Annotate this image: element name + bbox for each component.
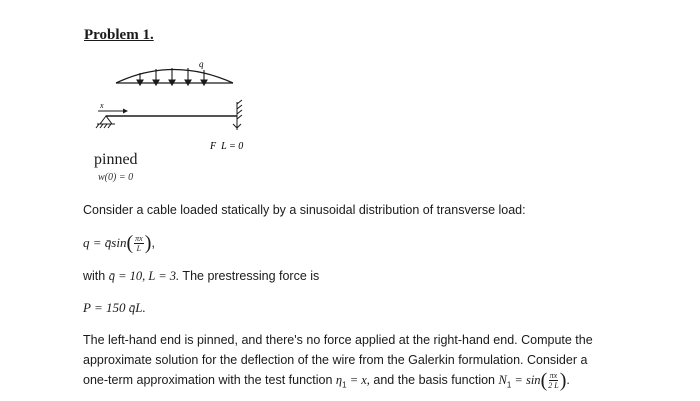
problem-title: Problem 1.: [84, 27, 154, 43]
right-end-support: [233, 100, 242, 130]
load-label: q: [199, 59, 204, 69]
final-paragraph: The left-hand end is pinned, and there's no force applied at the right-hand end. Compute the approximate solution for the deflection of the wire from the Galerkin formulation. Consider a one-term approximation with the test function $\eta_1 = x$, and the basis function $N_1 = \sin$( $\frac{\pi x}{2 L}$ ).: [83, 333, 593, 392]
right-bc-label: F_L = 0: [210, 141, 244, 150]
params-line: with q̄ = 10, L = 3. The prestressing force is: [83, 269, 320, 283]
pinned-support: [96, 116, 115, 128]
intro-text: Consider a cable loaded statically by a sinusoidal distribution of transverse load:: [83, 203, 526, 217]
left-bc-label: w(0) = 0: [98, 172, 134, 183]
load-equation: q = q̄sin( $\frac{\pi x}{L}$ ),: [83, 232, 155, 254]
force-equation: P = 150 q̄L.: [83, 300, 146, 315]
pinned-label: pinned: [94, 151, 138, 168]
axis-label: x: [100, 101, 104, 110]
cable-diagram: [88, 58, 288, 150]
